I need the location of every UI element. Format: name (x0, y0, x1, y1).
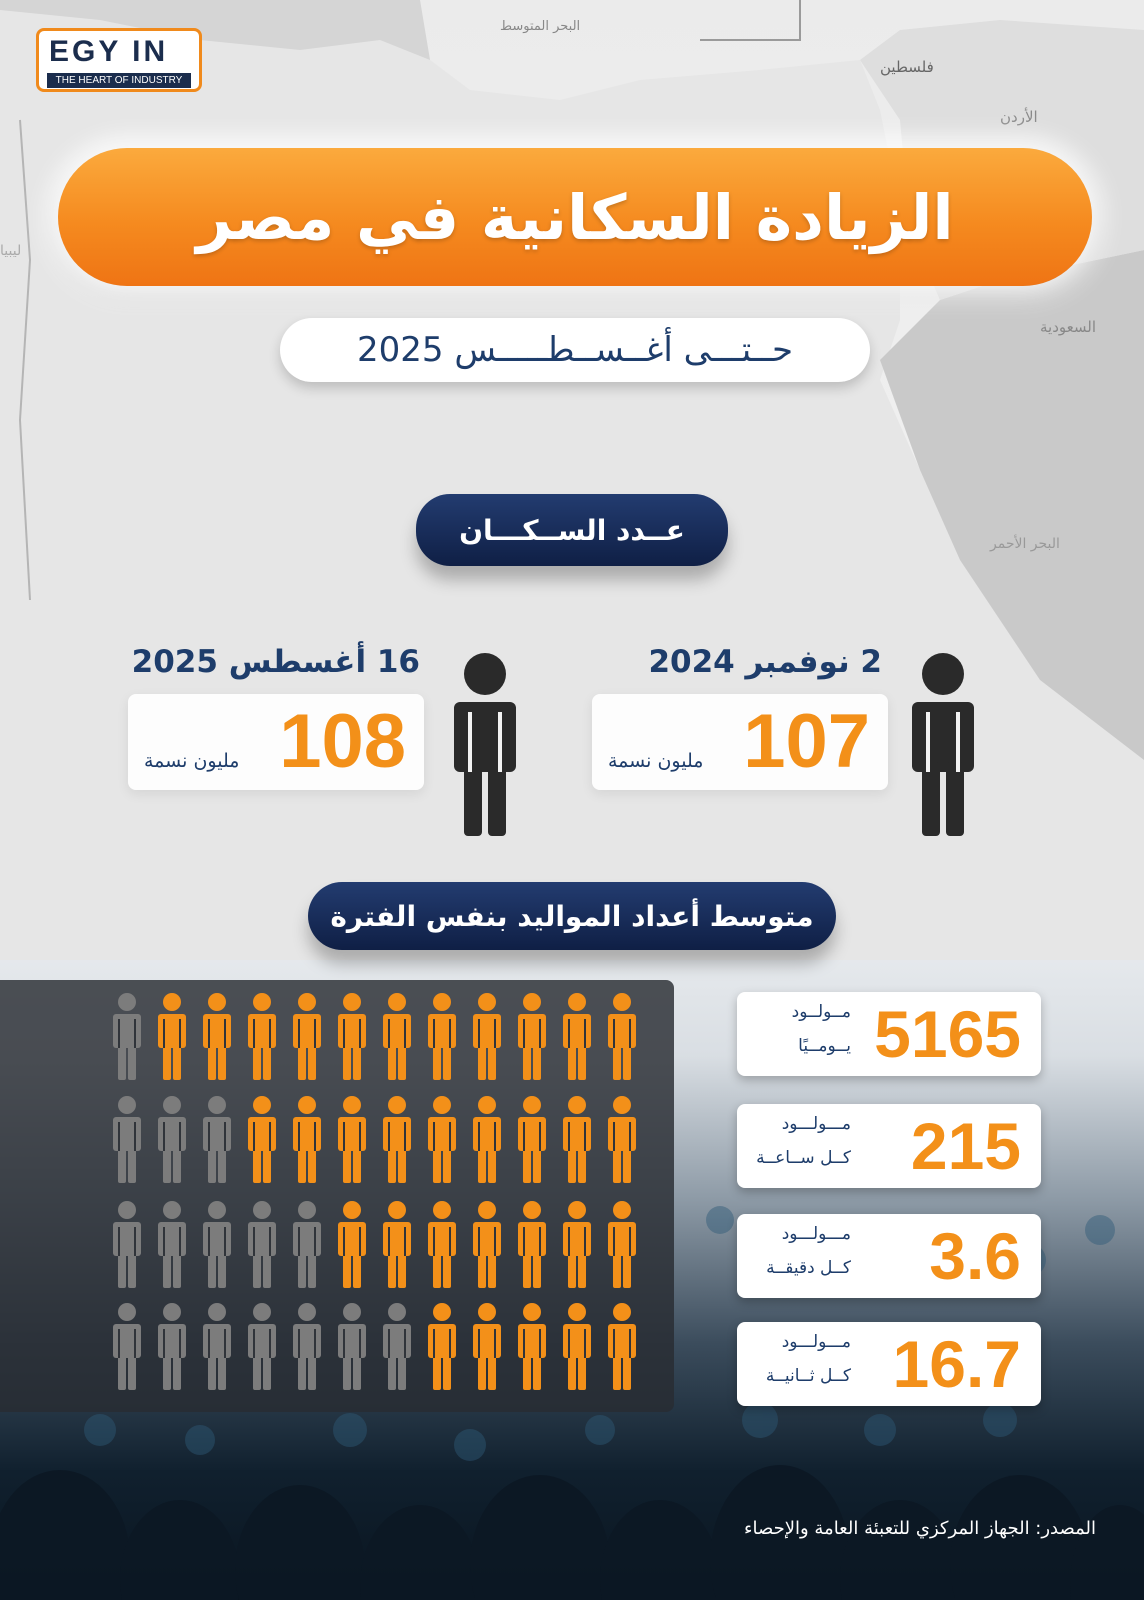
person-icon-orange (470, 1200, 504, 1288)
population-box-2025 (128, 694, 424, 790)
person-icon-orange (425, 1302, 459, 1390)
person-icon-orange (470, 1095, 504, 1183)
person-icon-gray (245, 1200, 279, 1288)
births-hourly-label-1: مـــولـــود (781, 1114, 851, 1134)
person-icon-gray (200, 1302, 234, 1390)
source-note: المصدر: الجهاز المركزي للتعبئة العامة والإحصاء (744, 1518, 1096, 1539)
logo-tagline: THE HEART OF INDUSTRY (47, 73, 191, 88)
person-icon-orange (335, 1200, 369, 1288)
births-daily-value: 5165 (874, 997, 1021, 1071)
person-icon-orange (380, 992, 414, 1080)
person-icon-orange (380, 1200, 414, 1288)
person-icon-orange (245, 992, 279, 1080)
births-daily-label-1: مــولــود (791, 1002, 851, 1022)
egyin-logo (36, 28, 202, 92)
births-minute-label-1: مـــولـــود (781, 1224, 851, 1244)
person-icon-gray (200, 1095, 234, 1183)
births-daily-box (737, 992, 1041, 1076)
logo-text: EGY IN (49, 35, 169, 68)
births-heading-pill (308, 882, 836, 950)
person-icon-orange (425, 1200, 459, 1288)
person-icon-gray (245, 1302, 279, 1390)
person-icon-gray (335, 1302, 369, 1390)
person-icon-orange (605, 1302, 639, 1390)
births-minute-label-2: كــل دقيقــة (766, 1258, 851, 1278)
title-banner (58, 148, 1092, 286)
person-icon-orange (515, 1095, 549, 1183)
births-daily-label-2: يــومــيًا (798, 1036, 851, 1056)
population-box-2024 (592, 694, 888, 790)
icon-row-3 (110, 1200, 650, 1290)
population-unit-2024: مليون نسمة (608, 750, 704, 772)
person-icon-gray (110, 1200, 144, 1288)
subtitle-banner (280, 318, 870, 382)
icon-row-2 (110, 1095, 650, 1185)
person-icon-orange (290, 992, 324, 1080)
population-unit-2025: مليون نسمة (144, 750, 240, 772)
person-icon-gray (110, 992, 144, 1080)
person-icon-orange (470, 992, 504, 1080)
map-label-saudi: السعودية (1040, 318, 1097, 336)
person-icon-orange (515, 1200, 549, 1288)
person-icon-orange (515, 1302, 549, 1390)
person-icon-gray (200, 1200, 234, 1288)
births-icon-grid (0, 980, 674, 1412)
births-minute-value: 3.6 (929, 1219, 1021, 1293)
person-icon-orange (470, 1302, 504, 1390)
person-icon-gray (290, 1200, 324, 1288)
person-icon-2024 (908, 650, 978, 836)
person-icon-orange (425, 1095, 459, 1183)
person-icon-orange (290, 1095, 324, 1183)
person-icon-2025 (450, 650, 520, 836)
person-icon-gray (155, 1095, 189, 1183)
person-icon-gray (155, 1302, 189, 1390)
population-date-2025: 16 أغسطس 2025 (131, 644, 420, 680)
person-icon-gray (110, 1095, 144, 1183)
population-heading-pill (416, 494, 728, 566)
person-icon-orange (560, 1302, 594, 1390)
map-label-jordan: الأردن (1000, 108, 1038, 126)
page-title: الزيادة السكانية في مصر (196, 180, 954, 254)
person-icon-orange (515, 992, 549, 1080)
map-label-palestine: فلسطين (880, 58, 934, 76)
person-icon-gray (110, 1302, 144, 1390)
population-date-2024: 2 نوفمبر 2024 (648, 644, 882, 680)
person-icon-gray (290, 1302, 324, 1390)
person-icon-orange (560, 992, 594, 1080)
births-second-label-2: كــل ثــانيــة (765, 1366, 851, 1386)
population-value-2024: 107 (743, 699, 870, 784)
births-hourly-box (737, 1104, 1041, 1188)
person-icon-orange (155, 992, 189, 1080)
person-icon-orange (380, 1095, 414, 1183)
person-icon-orange (245, 1095, 279, 1183)
page-subtitle: حــتـــى أغــســطـــــس 2025 (356, 330, 793, 370)
map-label-libya: ليبيا (0, 243, 22, 259)
person-icon-orange (605, 992, 639, 1080)
person-icon-gray (380, 1302, 414, 1390)
births-second-value: 16.7 (892, 1327, 1021, 1401)
person-icon-orange (605, 1200, 639, 1288)
icon-row-1 (110, 992, 650, 1082)
person-icon-orange (560, 1095, 594, 1183)
person-icon-orange (335, 1095, 369, 1183)
births-hourly-value: 215 (910, 1109, 1021, 1183)
births-second-box (737, 1322, 1041, 1406)
person-icon-orange (335, 992, 369, 1080)
births-heading: متوسط أعداد المواليد بنفس الفترة (330, 899, 814, 933)
population-value-2025: 108 (279, 699, 406, 784)
person-icon-orange (605, 1095, 639, 1183)
births-minute-box (737, 1214, 1041, 1298)
person-icon-orange (560, 1200, 594, 1288)
population-heading: عــدد الســكـــان (459, 513, 685, 547)
person-icon-gray (155, 1200, 189, 1288)
person-icon-orange (425, 992, 459, 1080)
map-label-red-sea: البحر الأحمر (990, 536, 1060, 552)
icon-row-4 (110, 1302, 650, 1392)
map-label-mediterranean: البحر المتوسط (500, 19, 581, 34)
births-hourly-label-2: كــل ســاعــة (756, 1148, 851, 1168)
births-second-label-1: مـــولـــود (781, 1332, 851, 1352)
person-icon-orange (200, 992, 234, 1080)
